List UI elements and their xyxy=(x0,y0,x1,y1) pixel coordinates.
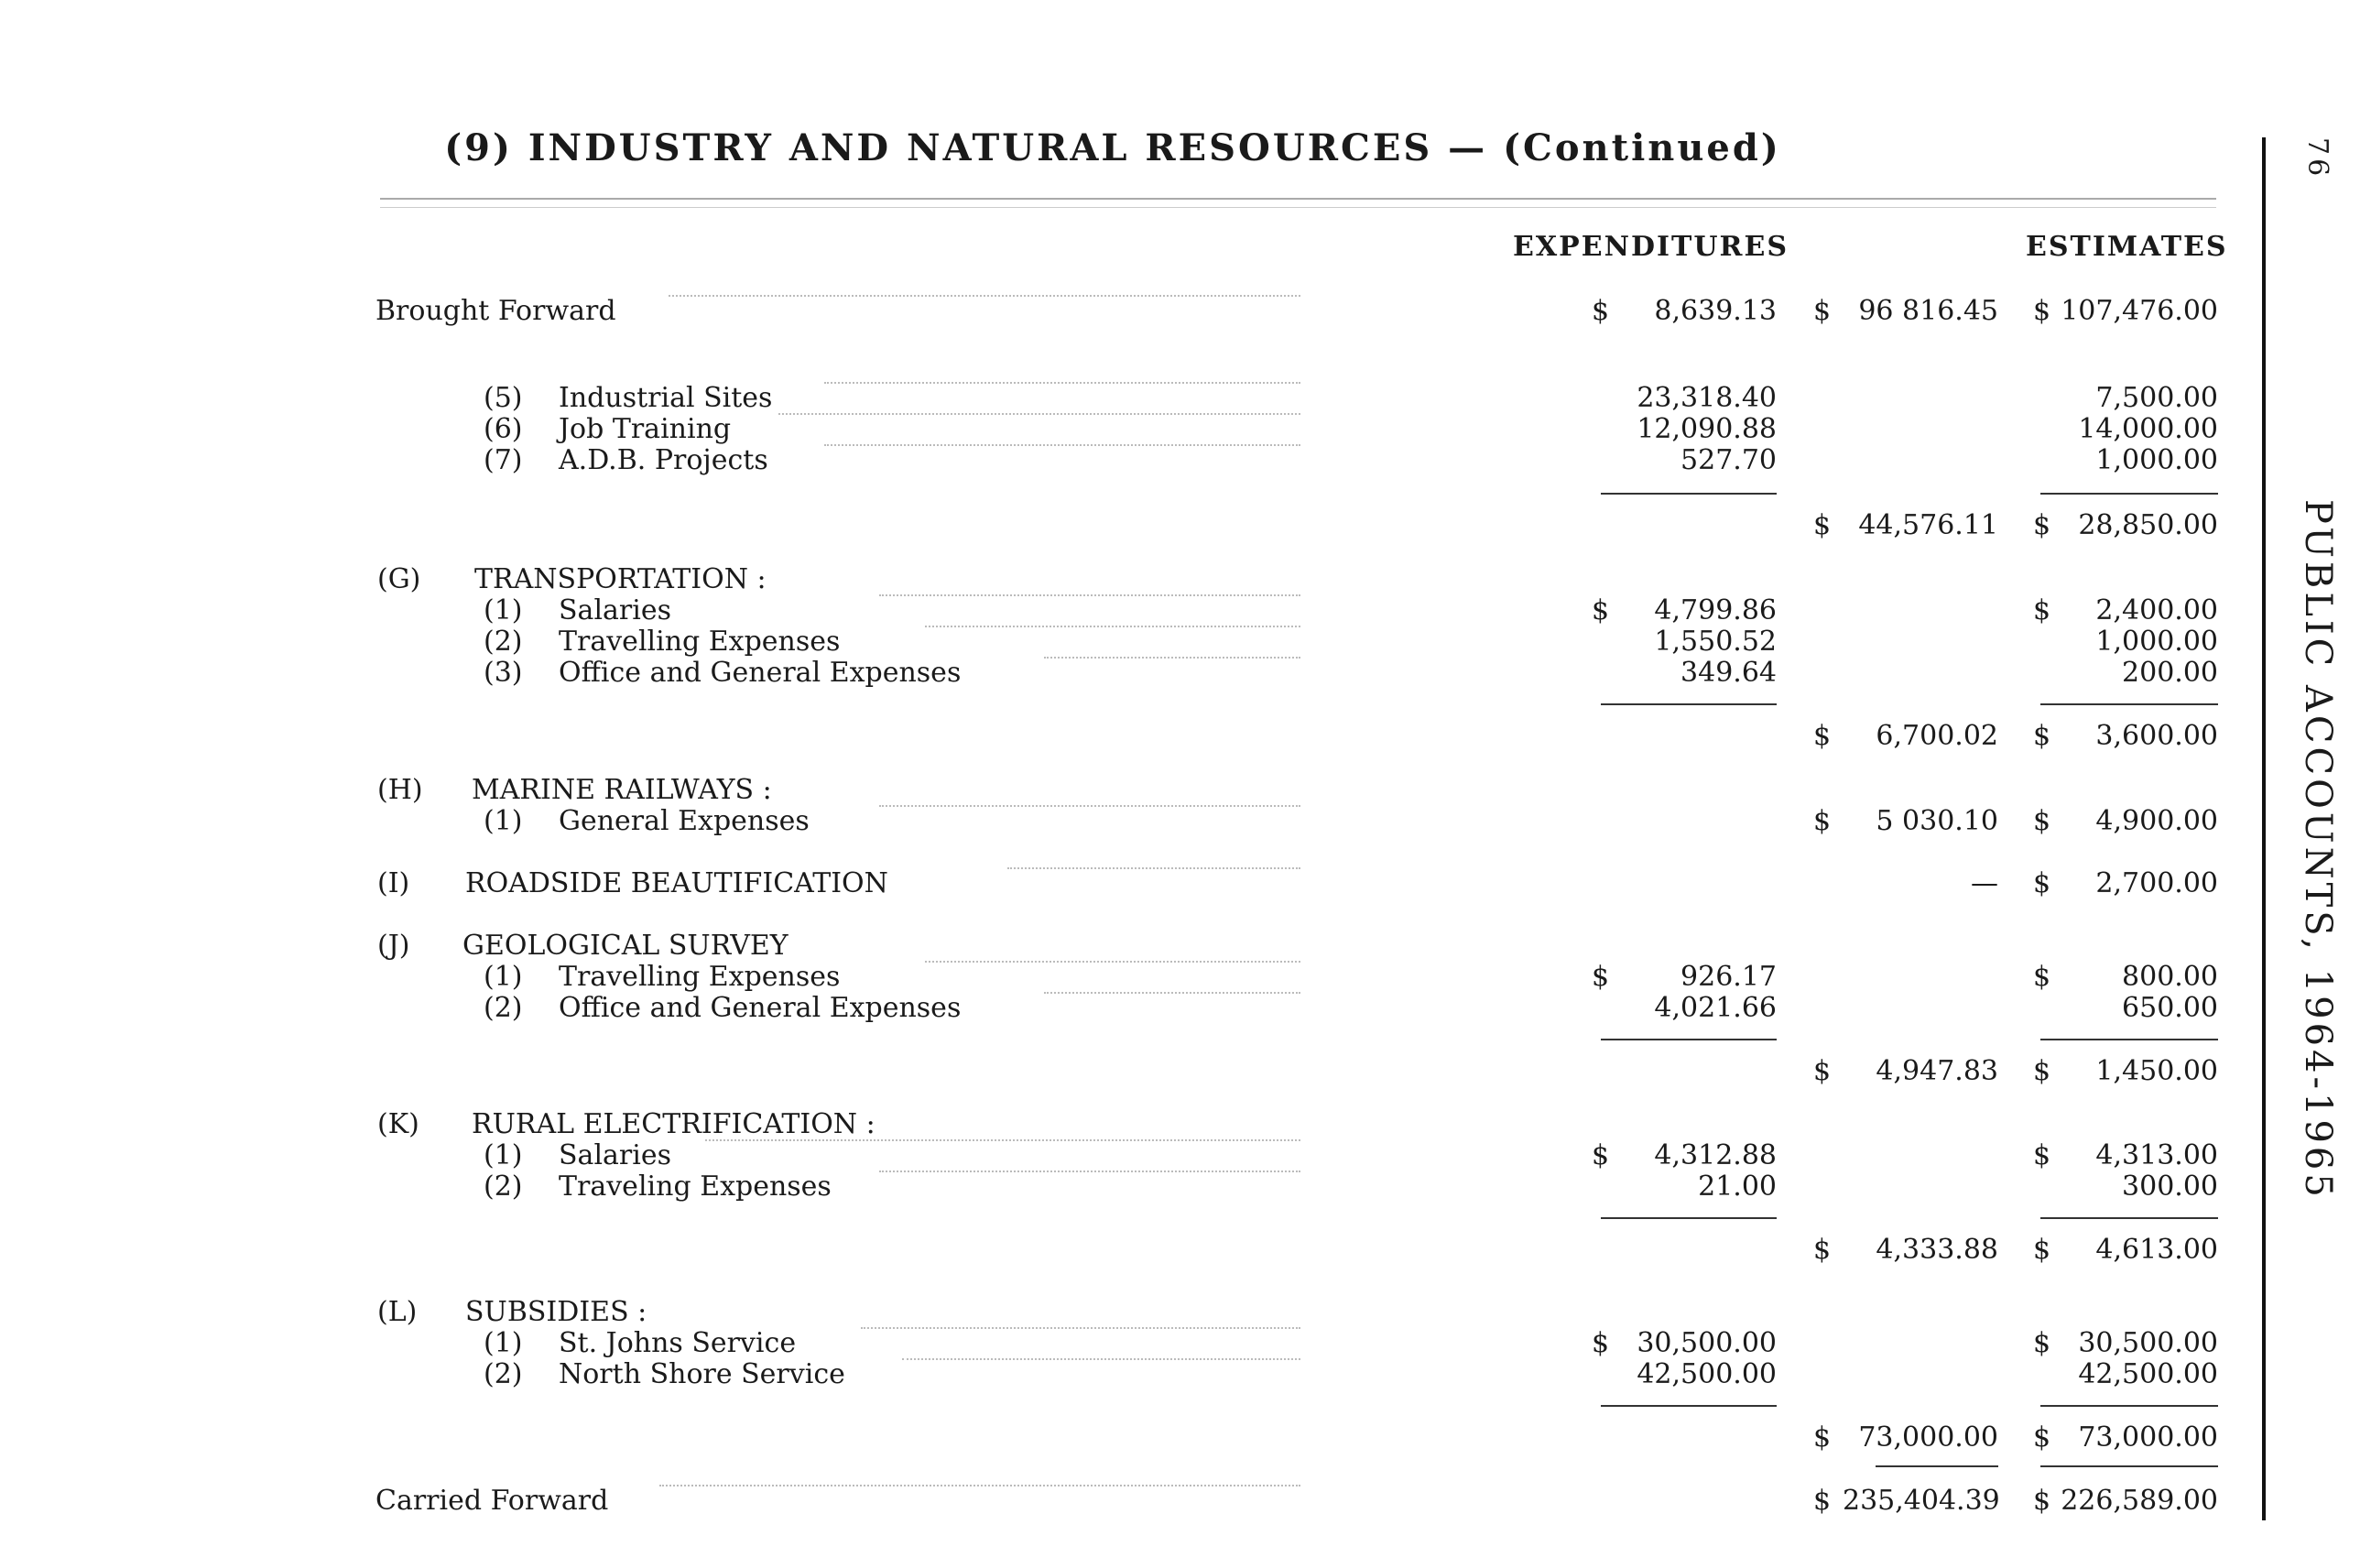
section-letter: (K) xyxy=(377,1108,419,1140)
item-label: Office and General Expenses xyxy=(559,992,962,1024)
item-number: (5) xyxy=(484,382,523,414)
estimate-amount: 1,450.00 xyxy=(2095,1055,2218,1087)
leader-dots xyxy=(925,626,1300,627)
item-number: (1) xyxy=(484,805,523,837)
estimate-amount: 4,900.00 xyxy=(2095,805,2218,837)
section-letter: (J) xyxy=(377,930,410,962)
section-letter: (L) xyxy=(377,1296,418,1328)
expenditure-amount: 42,500.00 xyxy=(1637,1358,1777,1390)
total-rule xyxy=(1876,1465,1998,1467)
total-amount: 96 816.45 xyxy=(1858,295,1998,327)
expenditure-amount: 21.00 xyxy=(1698,1171,1777,1203)
subtotal-row xyxy=(0,509,2235,546)
total-rule xyxy=(2040,1465,2218,1467)
currency-sign: $ xyxy=(1813,295,1832,327)
total-amount: 4,333.88 xyxy=(1876,1234,1998,1266)
estimate-amount: 30,500.00 xyxy=(2078,1327,2218,1359)
item-number: (3) xyxy=(484,657,523,689)
currency-sign: $ xyxy=(1592,594,1610,626)
leader-dots xyxy=(861,1327,1300,1329)
carried-forward-row xyxy=(0,1485,2235,1521)
currency-sign: $ xyxy=(1592,961,1610,993)
expenditure-amount: 527.70 xyxy=(1680,444,1777,476)
subtotal-rule xyxy=(2040,703,2218,705)
currency-sign: $ xyxy=(1592,1139,1610,1171)
leader-dots xyxy=(902,1358,1300,1360)
section-letter: (G) xyxy=(377,563,421,595)
currency-sign: $ xyxy=(2033,961,2051,993)
section-title: GEOLOGICAL SURVEY xyxy=(462,930,789,962)
estimate-amount: 2,700.00 xyxy=(2095,867,2218,899)
estimate-amount: 7,500.00 xyxy=(2095,382,2218,414)
currency-sign: $ xyxy=(1813,1234,1832,1266)
expenditure-amount: 349.64 xyxy=(1680,657,1777,689)
total-amount: 6,700.02 xyxy=(1876,720,1998,752)
currency-sign: $ xyxy=(2033,1139,2051,1171)
item-label: Travelling Expenses xyxy=(559,626,841,658)
leader-dots xyxy=(1007,867,1300,869)
estimate-amount: 28,850.00 xyxy=(2078,509,2218,541)
leader-dots xyxy=(824,382,1300,384)
leader-dots xyxy=(925,961,1300,963)
subtotal-row xyxy=(0,1055,2235,1092)
expenditure-amount: 12,090.88 xyxy=(1637,413,1777,445)
leader-dots xyxy=(1044,992,1300,994)
leader-dots xyxy=(879,1171,1300,1172)
line-item xyxy=(0,992,2235,1029)
subtotal-rule xyxy=(2040,1217,2218,1219)
estimate-amount: 2,400.00 xyxy=(2095,594,2218,626)
expenditure-amount: 30,500.00 xyxy=(1637,1327,1777,1359)
estimate-amount: 226,589.00 xyxy=(2061,1485,2218,1517)
total-amount: 4,947.83 xyxy=(1876,1055,1998,1087)
total-amount: 44,576.11 xyxy=(1858,509,1998,541)
currency-sign: $ xyxy=(1813,1421,1832,1454)
estimate-amount: 4,313.00 xyxy=(2095,1139,2218,1171)
currency-sign: $ xyxy=(1813,720,1832,752)
currency-sign: $ xyxy=(2033,867,2051,899)
expenditure-amount: 4,799.86 xyxy=(1654,594,1777,626)
line-item xyxy=(0,1358,2235,1395)
expenditures-heading: EXPENDITURES xyxy=(1513,231,1789,263)
total-amount: — xyxy=(1971,867,1998,899)
currency-sign: $ xyxy=(2033,594,2051,626)
currency-sign: $ xyxy=(1813,1055,1832,1087)
section-title: TRANSPORTATION : xyxy=(474,563,767,595)
item-label: St. Johns Service xyxy=(559,1327,797,1359)
estimates-heading: ESTIMATES xyxy=(2026,231,2228,263)
side-running-head xyxy=(2273,137,2355,1201)
section-letter: (I) xyxy=(377,867,410,899)
running-head-text: PUBLIC ACCOUNTS, 1964-1965 xyxy=(2297,499,2339,1201)
page-title: (9) INDUSTRY AND NATURAL RESOURCES — (Continued) xyxy=(444,126,1781,169)
estimate-amount: 1,000.00 xyxy=(2095,444,2218,476)
estimate-amount: 4,613.00 xyxy=(2095,1234,2218,1266)
estimate-amount: 14,000.00 xyxy=(2078,413,2218,445)
page-number: 76 xyxy=(2301,137,2333,180)
section-title: MARINE RAILWAYS : xyxy=(472,774,772,806)
subtotal-rule xyxy=(2040,1039,2218,1040)
currency-sign: $ xyxy=(2033,1327,2051,1359)
section-letter: (H) xyxy=(377,774,423,806)
estimate-amount: 3,600.00 xyxy=(2095,720,2218,752)
currency-sign: $ xyxy=(2033,1055,2051,1087)
subtotal-rule xyxy=(1601,703,1777,705)
estimate-amount: 300.00 xyxy=(2122,1171,2218,1203)
item-number: (7) xyxy=(484,444,523,476)
item-label: North Shore Service xyxy=(559,1358,845,1390)
subtotal-rule xyxy=(1601,1039,1777,1040)
item-label: A.D.B. Projects xyxy=(559,444,768,476)
section-title: RURAL ELECTRIFICATION : xyxy=(472,1108,876,1140)
estimate-amount: 800.00 xyxy=(2122,961,2218,993)
leader-dots xyxy=(669,295,1300,297)
total-amount: 5 030.10 xyxy=(1876,805,1998,837)
subtotal-row xyxy=(0,1234,2235,1270)
item-number: (1) xyxy=(484,1139,523,1171)
expenditure-amount: 4,312.88 xyxy=(1654,1139,1777,1171)
item-number: (2) xyxy=(484,626,523,658)
brought-forward-row xyxy=(0,295,2235,332)
currency-sign: $ xyxy=(2033,720,2051,752)
leader-dots xyxy=(879,805,1300,807)
estimate-amount: 1,000.00 xyxy=(2095,626,2218,658)
section-heading xyxy=(0,867,2235,904)
leader-dots xyxy=(879,594,1300,596)
line-item xyxy=(0,805,2235,842)
section-title: SUBSIDIES : xyxy=(465,1296,647,1328)
currency-sign: $ xyxy=(1813,805,1832,837)
item-label: General Expenses xyxy=(559,805,810,837)
total-amount: 235,404.39 xyxy=(1843,1485,2000,1517)
item-number: (6) xyxy=(484,413,523,445)
currency-sign: $ xyxy=(2033,509,2051,541)
estimate-amount: 200.00 xyxy=(2122,657,2218,689)
currency-sign: $ xyxy=(2033,1421,2051,1454)
expenditure-amount: 8,639.13 xyxy=(1654,295,1777,327)
estimate-amount: 650.00 xyxy=(2122,992,2218,1024)
subtotal-row xyxy=(0,720,2235,757)
subtotal-rule xyxy=(1601,1405,1777,1407)
subtotal-row xyxy=(0,1421,2235,1458)
currency-sign: $ xyxy=(2033,1234,2051,1266)
currency-sign: $ xyxy=(1813,1485,1832,1517)
estimate-amount: 73,000.00 xyxy=(2078,1421,2218,1454)
item-label: Office and General Expenses xyxy=(559,657,962,689)
item-label: Salaries xyxy=(559,594,672,626)
header-rule xyxy=(380,198,2216,200)
estimate-amount: 107,476.00 xyxy=(2061,295,2218,327)
item-number: (2) xyxy=(484,1358,523,1390)
total-amount: 73,000.00 xyxy=(1858,1421,1998,1454)
expenditure-amount: 4,021.66 xyxy=(1654,992,1777,1024)
subtotal-rule xyxy=(1601,493,1777,495)
currency-sign: $ xyxy=(1592,295,1610,327)
currency-sign: $ xyxy=(2033,1485,2051,1517)
item-number: (1) xyxy=(484,961,523,993)
estimate-amount: 42,500.00 xyxy=(2078,1358,2218,1390)
line-item xyxy=(0,657,2235,693)
expenditure-amount: 23,318.40 xyxy=(1637,382,1777,414)
margin-rule xyxy=(2262,137,2266,1520)
currency-sign: $ xyxy=(2033,295,2051,327)
leader-dots xyxy=(778,413,1300,415)
currency-sign: $ xyxy=(1813,509,1832,541)
item-label: Travelling Expenses xyxy=(559,961,841,993)
line-item xyxy=(0,444,2235,481)
leader-dots xyxy=(824,444,1300,446)
row-label: Brought Forward xyxy=(375,295,616,327)
item-label: Industrial Sites xyxy=(559,382,773,414)
currency-sign: $ xyxy=(2033,805,2051,837)
section-title: ROADSIDE BEAUTIFICATION xyxy=(465,867,888,899)
currency-sign: $ xyxy=(1592,1327,1610,1359)
header-rule-thin xyxy=(380,207,2216,208)
expenditure-amount: 1,550.52 xyxy=(1654,626,1777,658)
item-label: Salaries xyxy=(559,1139,672,1171)
subtotal-rule xyxy=(1601,1217,1777,1219)
item-number: (2) xyxy=(484,1171,523,1203)
row-label: Carried Forward xyxy=(375,1485,609,1517)
item-label: Job Training xyxy=(559,413,732,445)
expenditure-amount: 926.17 xyxy=(1680,961,1777,993)
subtotal-rule xyxy=(2040,493,2218,495)
leader-dots xyxy=(659,1485,1300,1486)
leader-dots xyxy=(705,1139,1300,1141)
line-item xyxy=(0,1171,2235,1207)
item-number: (1) xyxy=(484,1327,523,1359)
item-label: Traveling Expenses xyxy=(559,1171,832,1203)
leader-dots xyxy=(1044,657,1300,659)
subtotal-rule xyxy=(2040,1405,2218,1407)
item-number: (1) xyxy=(484,594,523,626)
item-number: (2) xyxy=(484,992,523,1024)
